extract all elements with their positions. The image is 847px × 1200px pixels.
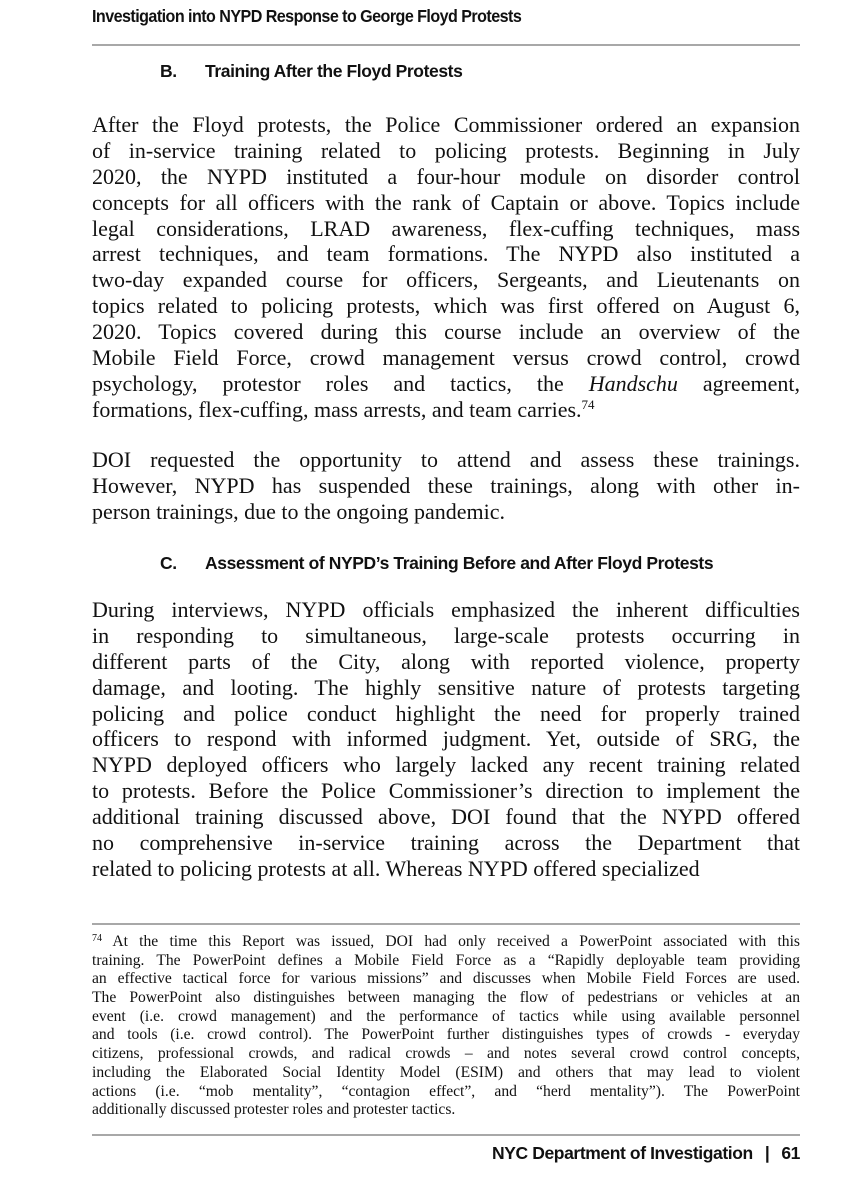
footnote-74	[92, 933, 800, 1120]
section-title: Assessment of NYPD’s Training Before and After Floyd Protests	[205, 553, 714, 573]
footnote-divider	[92, 923, 800, 925]
text-line: officers to respond with informed judgment. Yet, outside of SRG, the	[92, 726, 800, 752]
text-line: and tools (i.e. crowd control). The PowerPoint further distinguishes types of crowds - everyday	[92, 1026, 800, 1044]
footer-divider	[92, 1134, 800, 1136]
text-line: NYPD deployed officers who largely lacked any recent training related	[92, 752, 800, 778]
page-footer	[492, 1143, 800, 1164]
text-line: an effective tactical force for various missions” and discusses when Mobile Field Forces are used.	[92, 970, 800, 988]
text-line: additionally discussed protester roles and protester tactics.	[92, 1101, 456, 1119]
text-line: event (i.e. crowd management) and the performance of tactics while using available personnel	[92, 1007, 800, 1025]
text-line: However, NYPD has suspended these trainings, along with other in-	[92, 472, 800, 498]
text-line: related to policing protests at all. Whereas NYPD offered specialized	[92, 855, 700, 881]
section-label: B.	[160, 61, 177, 81]
text-line: of in-service training related to policing protests. Beginning in July	[92, 137, 800, 163]
text-line: citizens, professional crowds, and radical crowds – and notes several crowd control concepts,	[92, 1045, 800, 1063]
text-line: including the Elaborated Social Identity Model (ESIM) and others that may lead to violent	[92, 1063, 800, 1081]
text-segment: psychology, protestor roles and tactics, the	[92, 370, 589, 396]
text-line: in responding to simultaneous, large-scale protests occurring in	[92, 622, 800, 648]
text-line: damage, and looting. The highly sensitive nature of protests targeting	[92, 674, 800, 700]
text-line: actions (i.e. “mob mentality”, “contagion effect”, and “herd mentality”). The PowerPoint	[92, 1082, 800, 1100]
text-line: policing and police conduct highlight the need for properly trained	[92, 700, 800, 726]
text-line: concepts for all officers with the rank of Captain or above. Topics include	[92, 189, 800, 215]
running-header: Investigation into NYPD Response to George Floyd Protests	[92, 6, 522, 26]
body-paragraph	[92, 597, 800, 882]
section-title: Training After the Floyd Protests	[205, 61, 463, 81]
text-line: The PowerPoint also distinguishes between managing the flow of pedestrians or vehicles at an	[92, 989, 800, 1007]
text-line: 2020, the NYPD instituted a four-hour module on disorder control	[92, 163, 800, 189]
page-number: 61	[781, 1143, 800, 1163]
italic-text: Handschu	[588, 370, 678, 396]
text-line: After the Floyd protests, the Police Commissioner ordered an expansion	[92, 112, 800, 137]
footnote-marker: 74	[581, 396, 595, 412]
text-line: additional training discussed above, DOI found that the NYPD offered	[92, 804, 800, 830]
footnote-marker: 74	[92, 933, 102, 944]
text-line: 2020. Topics covered during this course include an overview of the	[92, 319, 800, 345]
text-line: Mobile Field Force, crowd management versus crowd control, crowd	[92, 345, 800, 371]
text-line	[92, 933, 800, 952]
text-line: to protests. Before the Police Commissioner’s direction to implement the	[92, 778, 800, 804]
text-line	[92, 371, 800, 397]
text-line: different parts of the City, along with reported violence, property	[92, 648, 800, 674]
text-line: person trainings, due to the ongoing pandemic.	[92, 498, 506, 524]
text-line: arrest techniques, and team formations. The NYPD also instituted a	[92, 241, 800, 267]
text-line: topics related to policing protests, which was first offered on August 6,	[92, 293, 800, 319]
text-line: legal considerations, LRAD awareness, flex-cuffing techniques, mass	[92, 215, 800, 241]
section-label: C.	[160, 553, 177, 573]
text-line: During interviews, NYPD officials emphasized the inherent difficulties	[92, 597, 800, 622]
text-segment: agreement,	[677, 370, 801, 396]
header-divider	[92, 44, 800, 46]
text-line: two-day expanded course for officers, Sergeants, and Lieutenants on	[92, 267, 800, 293]
text-segment: At the time this Report was issued, DOI had only received a PowerPoint associated with this	[102, 933, 800, 950]
text-line: DOI requested the opportunity to attend and assess these trainings.	[92, 447, 800, 472]
text-line: no comprehensive in-service training across the Department that	[92, 830, 800, 856]
body-paragraph	[92, 447, 800, 525]
text-segment: formations, flex-cuffing, mass arrests, and team carries.	[92, 396, 582, 422]
text-line	[92, 397, 800, 423]
text-line: training. The PowerPoint defines a Mobile Field Force as a “Rapidly deployable team providing	[92, 951, 800, 969]
body-paragraph	[92, 112, 800, 423]
footer-org: NYC Department of Investigation	[492, 1143, 753, 1163]
footer-separator: |	[764, 1143, 770, 1163]
